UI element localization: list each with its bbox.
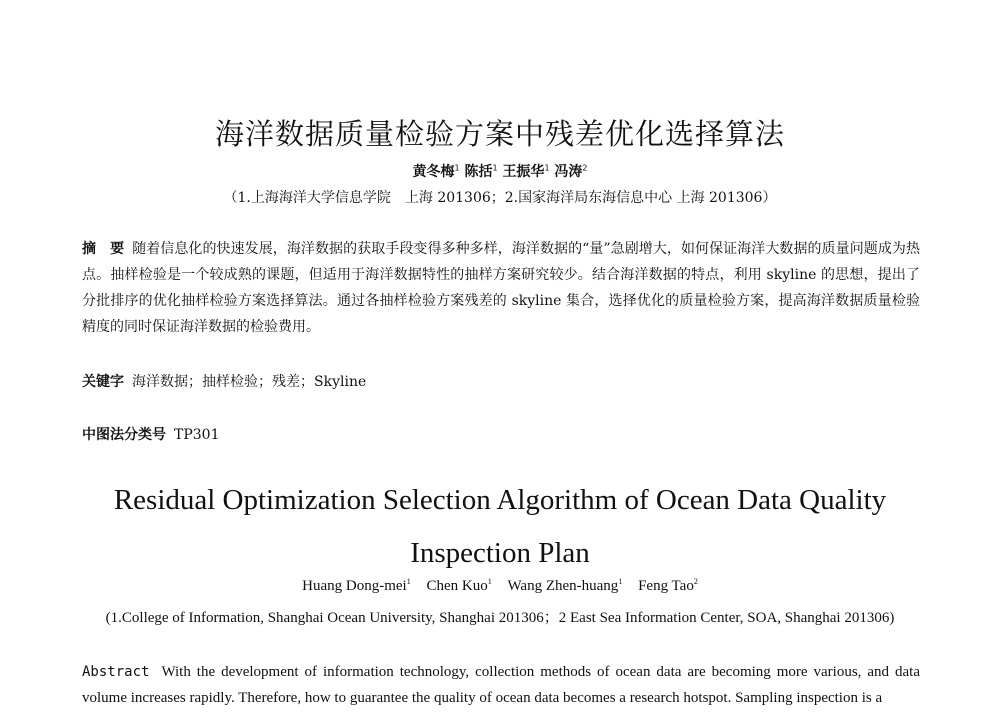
en-author-3: Wang Zhen-huang$^1$ xyxy=(507,577,623,594)
english-abstract-text: With the development of information technology, collection methods of ocean data are becoming more various, and data volume increases rapidly. Therefore, how to guarantee the quality of ocean data becomes a research hotspot. Sampling inspection is a xyxy=(82,664,920,706)
en-author-1: Huang Dong-mei$^1$ xyxy=(302,577,411,594)
english-title: Residual Optimization Selection Algorithm of Ocean Data Quality Inspection Plan xyxy=(113,484,887,569)
cn-author-3: 王振华$^1$ xyxy=(502,163,550,180)
chinese-keywords-label: 关键字 xyxy=(82,374,124,390)
english-abstract-label: Abstract xyxy=(82,664,150,680)
chinese-abstract-text: 随着信息化的快速发展，海洋数据的获取手段变得多种多样，海洋数据的“量”急剧增大，如何保证海洋大数据的质量问题成为热点。抽样检验是一个较成熟的课题，但适用于海洋数据特性的抽样方案研究较少。结合海洋数据的特点，利用 skyline 的思想，提出了分批排序的优化抽样检验方案选择算法。通过各抽样检验方案残差的 skyline 集合，选择优化的质量检验方案，提高海洋数据质量检验精度的同时保证海洋数据的检验费用。 xyxy=(82,241,920,335)
chinese-abstract xyxy=(82,236,920,340)
chinese-abstract-label: 摘 要 xyxy=(82,241,125,257)
english-authors xyxy=(0,578,1000,595)
english-affiliation: (1.College of Information, Shanghai Ocean University, Shanghai 201306；2 East Sea Information Center, SOA, Shanghai 201306) xyxy=(105,610,895,626)
chinese-affiliation: （1.上海海洋大学信息学院 上海 201306；2.国家海洋局东海信息中心 上海 201306） xyxy=(223,190,777,206)
cn-author-4: 冯涛$^2$ xyxy=(554,163,588,180)
cn-author-2: 陈括$^1$ xyxy=(464,163,498,180)
chinese-keywords-text: 海洋数据；抽样检验；残差；Skyline xyxy=(132,374,367,390)
classification-value: TP301 xyxy=(174,427,220,443)
chinese-keywords xyxy=(82,369,920,395)
chinese-authors xyxy=(0,161,1000,181)
classification-label: 中图法分类号 xyxy=(82,427,166,443)
chinese-title: 海洋数据质量检验方案中残差优化选择算法 xyxy=(214,117,785,151)
classification-number xyxy=(82,422,920,448)
en-author-4: Feng Tao$^2$ xyxy=(638,577,698,594)
english-abstract xyxy=(82,659,920,711)
cn-author-1: 黄冬梅$^1$ xyxy=(412,163,460,180)
en-author-2: Chen Kuo$^1$ xyxy=(426,577,492,594)
